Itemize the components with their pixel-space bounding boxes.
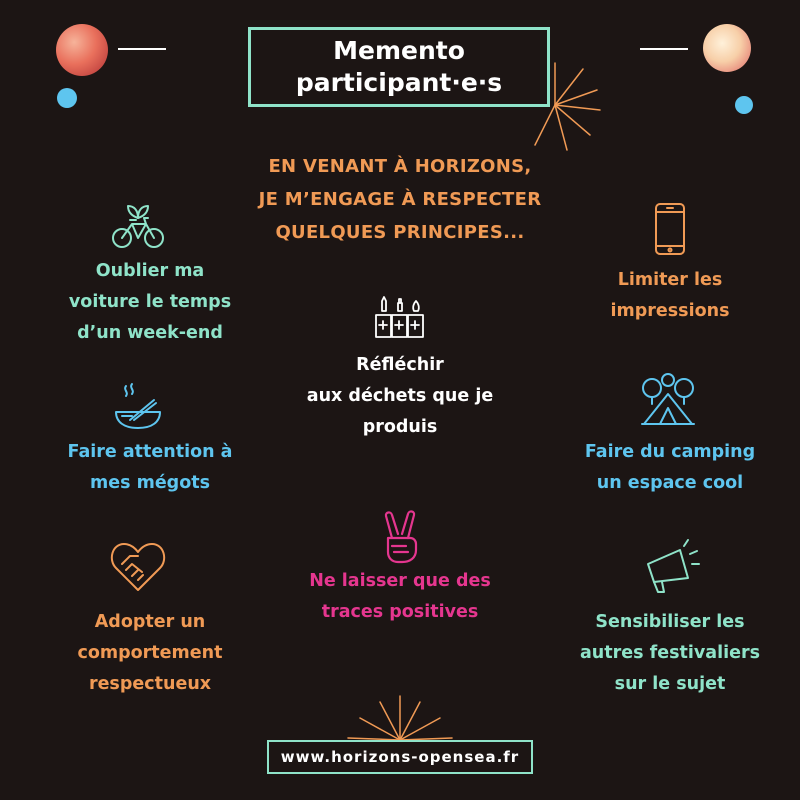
item-text-line: produis [362,417,438,437]
item-text-line: Faire du camping [584,442,756,462]
sunburst-bottom-icon [340,692,460,742]
handshake-heart-icon [108,536,168,596]
item-limit-printing [545,265,795,327]
title-line-left [118,48,166,50]
megaphone-icon [640,536,700,596]
title-box [248,27,550,107]
moon-right-icon [735,96,753,114]
item-positive-traces [275,566,525,628]
item-raise-awareness [545,607,795,700]
item-text-line: Ne laisser que des [309,571,491,591]
intro-line3: QUELQUES PRINCIPES... [275,222,525,243]
title-line2: participant·e·s [295,68,503,97]
item-text-line: aux déchets que je [306,386,494,406]
smartphone-icon [640,200,700,260]
item-respectful [25,607,275,700]
item-text-line: traces positives [321,602,479,622]
planet-right-icon [703,24,751,72]
peace-hand-icon [372,508,432,568]
title-line-right [640,48,688,50]
moon-left-icon [57,88,77,108]
item-cigarette-butts [25,437,275,499]
item-text-line: respectueux [88,674,212,694]
item-text-line: Oublier ma [95,261,205,281]
website-url-box [267,740,533,774]
item-text-line: Sensibiliser les [595,612,745,632]
item-waste [275,350,525,443]
planet-left-icon [56,24,108,76]
bicycle-icon [108,196,168,256]
intro-text [220,150,580,249]
item-text-line: sur le sujet [614,674,726,694]
recycling-bins-icon [370,285,430,345]
item-text-line: mes mégots [89,473,211,493]
item-text-line: un espace cool [596,473,744,493]
intro-line2: JE M’ENGAGE À RESPECTER [258,189,542,210]
item-camping [545,437,795,499]
item-text-line: d’un week-end [77,323,223,343]
title-line1: Memento [333,36,465,65]
website-url[interactable]: www.horizons-opensea.fr [280,748,520,766]
tent-icon [638,370,698,430]
item-text-line: impressions [610,301,730,321]
item-text-line: Faire attention à [67,442,233,462]
item-text-line: comportement [77,643,223,663]
ashtray-icon [108,378,168,438]
item-text-line: Adopter un [94,612,206,632]
intro-line1: EN VENANT À HORIZONS, [268,156,532,177]
item-text-line: voiture le temps [68,292,232,312]
item-text-line: Réfléchir [356,355,444,375]
item-car-free [25,256,275,349]
item-text-line: autres festivaliers [579,643,761,663]
item-text-line: Limiter les [617,270,723,290]
